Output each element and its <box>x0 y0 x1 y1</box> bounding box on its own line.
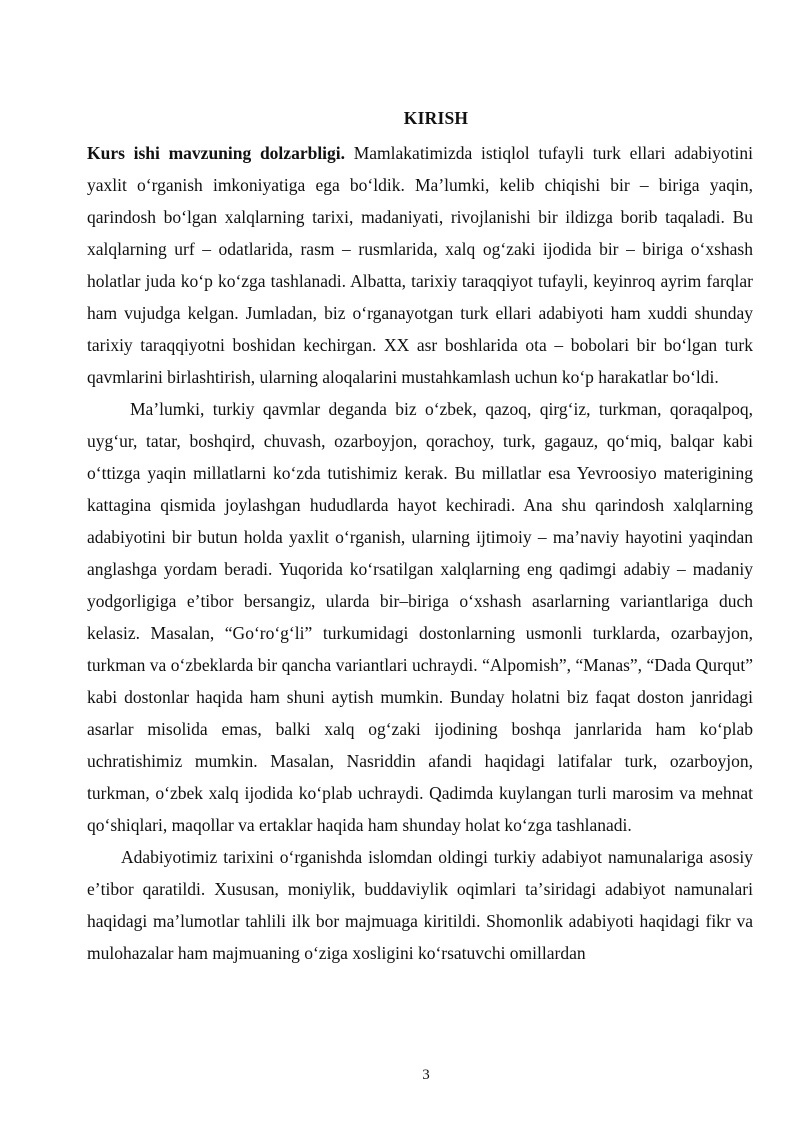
paragraph-1-text: Mamlakatimizda istiqlol tufayli turk ellari adabiyotini yaxlit oʻrganish imkoniyatiga ega boʻldik. Maʼlumki, kelib chiqishi bir – biriga yaqin, qarindosh boʻlgan xalqlarning tarixi, madaniyati, rivojlanishi bir ildizga borib taqaladi. Bu xalqlarning urf – odatlarida, rasm – rusmlarida, xalq ogʻzaki ijodida bir – biriga oʻxshash holatlar juda koʻp koʻzga tashlanadi. Albatta, tarixiy taraqqiyot tufayli, keyinroq ayrim farqlar ham vujudga kelgan. Jumladan, biz oʻrganayotgan turk ellari adabiyoti ham xuddi shunday tarixiy taraqqiyotni boshidan kechirgan. XX asr boshlarida ota – bobolari bir boʻlgan turk qavmlarini birlashtirish, ularning aloqalarini mustahkamlash uchun koʻp harakatlar boʻldi. <box>87 143 753 387</box>
body-text <box>87 137 753 969</box>
page-number: 3 <box>422 1067 430 1083</box>
paragraph-1 <box>87 137 753 393</box>
section-heading: KIRISH <box>403 108 469 128</box>
paragraph-3: Adabiyotimiz tarixini oʻrganishda islomdan oldingi turkiy adabiyot namunalariga asosiy eʼtibor qaratildi. Xususan, moniylik, buddaviylik oqimlari taʼsiridagi adabiyot namunalari haqidagi maʼlumotlar tahlili ilk bor majmuaga kiritildi. Shomonlik adabiyoti haqidagi fikr va mulohazalar ham majmuaning oʻziga xosligini koʻrsatuvchi omillardan <box>87 847 753 963</box>
paragraph-2: Maʼlumki, turkiy qavmlar deganda biz oʻzbek, qazoq, qirgʻiz, turkman, qoraqalpoq, uygʻur, tatar, boshqird, chuvash, ozarboyjon, qorachoy, turk, gagauz, qoʻmiq, balqar kabi oʻttizga yaqin millatlarni koʻzda tutishimiz kerak. Bu millatlar esa Yevroosiyo materigining kattagina qismida joylashgan hududlarda hayot kechiradi. Ana shu qarindosh xalqlarning adabiyotini bir butun holda yaxlit oʻrganish, ularning ijtimoiy – maʼnaviy hayotini yaqindan anglashga yordam beradi. Yuqorida koʻrsatilgan xalqlarning eng qadimgi adabiy – madaniy yodgorligiga eʼtibor bersangiz, ularda bir–biriga oʻxshash asarlarning variantlariga duch kelasiz. Masalan, “Goʻroʻgʻli” turkumidagi dostonlarning usmonli turklarda, ozarbayjon, turkman va oʻzbeklarda bir qancha variantlari uchraydi. “Alpomish”, “Manas”, “Dada Qurqut” kabi dostonlar haqida ham shuni aytish mumkin. Bunday holatni biz faqat doston janridagi asarlar misolida emas, balki xalq ogʻzaki ijodining boshqa janrlarida ham koʻplab uchratishimiz mumkin. Masalan, Nasriddin afandi haqidagi latifalar turk, ozarboyjon, turkman, oʻzbek xalq ijodida koʻplab uchraydi. Qadimda kuylangan turli marosim va mehnat qoʻshiqlari, maqollar va ertaklar haqida ham shunday holat koʻzga tashlanadi. <box>87 399 753 835</box>
paragraph-1-lead: Kurs ishi mavzuning dolzarbligi. <box>87 143 346 163</box>
